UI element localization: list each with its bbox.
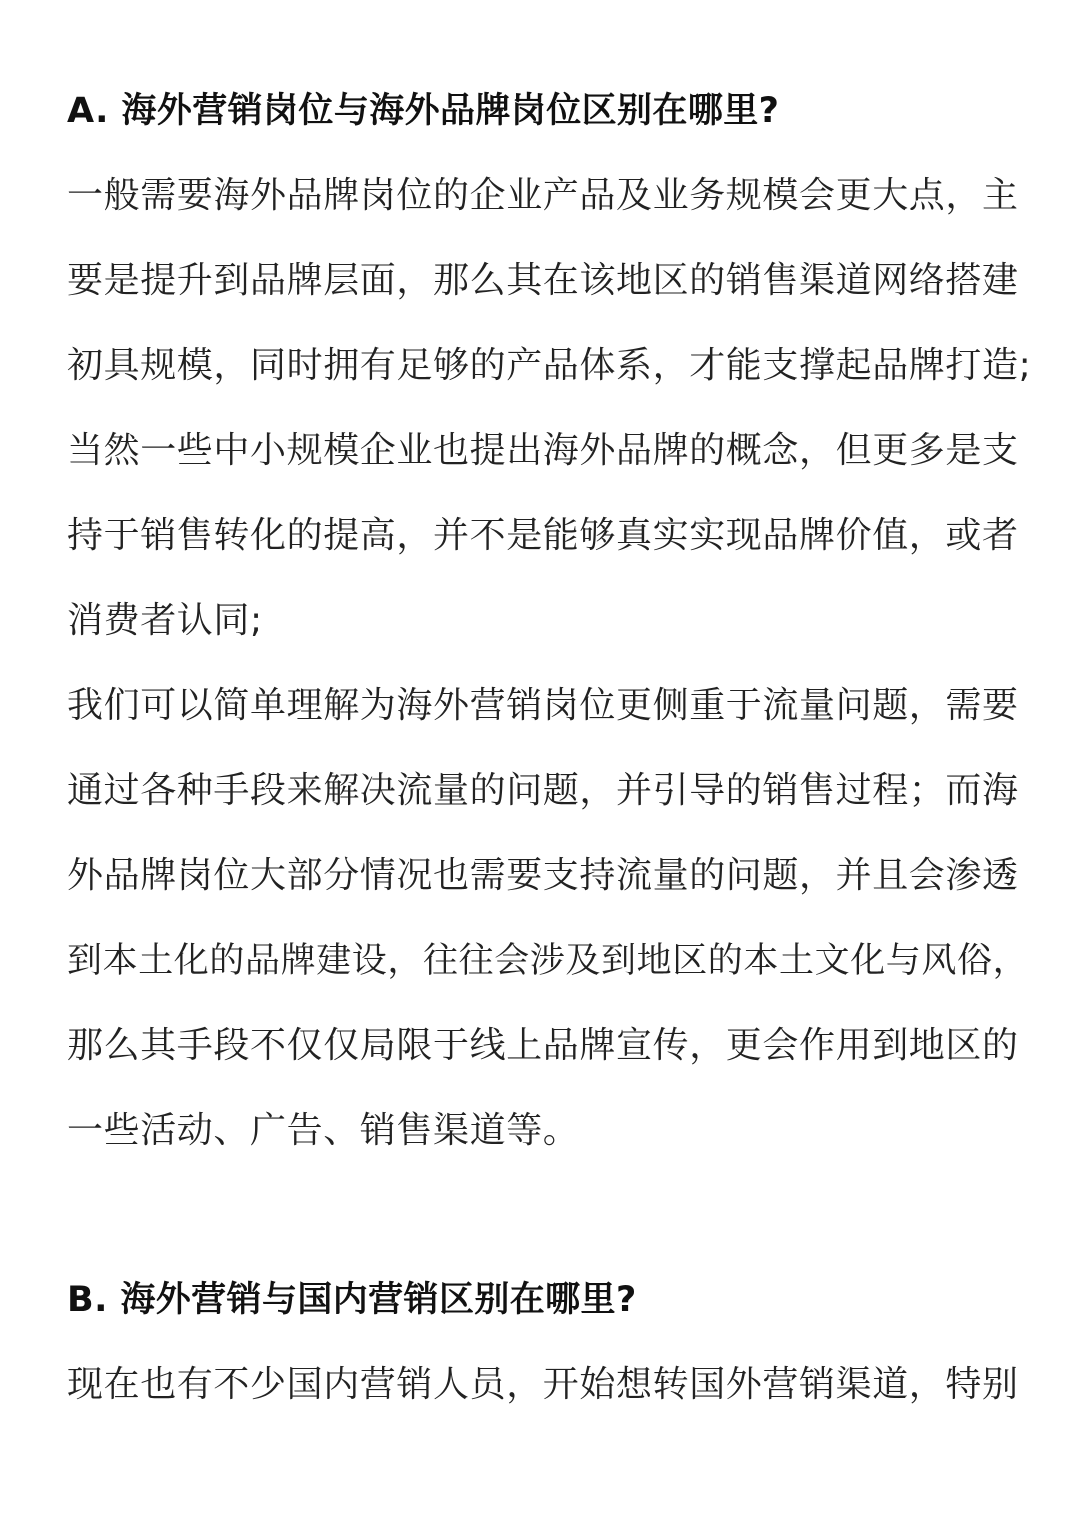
paragraph-line: 现在也有不少国内营销人员，开始想转国外营销渠道，特别 xyxy=(67,1364,1019,1405)
paragraph-line: 我们可以简单理解为海外营销岗位更侧重于流量问题，需要 xyxy=(67,685,1019,726)
paragraph-line: 一些活动、广告、销售渠道等。 xyxy=(67,1110,580,1151)
section-b-heading: B. 海外营销与国内营销区别在哪里? xyxy=(67,1280,637,1320)
paragraph-line: 一般需要海外品牌岗位的企业产品及业务规模会更大点，主 xyxy=(67,175,1019,216)
paragraph-line: 通过各种手段来解决流量的问题，并引导的销售过程；而海 xyxy=(67,770,1019,811)
paragraph-line: 持于销售转化的提高，并不是能够真实实现品牌价值，或者 xyxy=(67,515,1019,556)
paragraph-line: 消费者认同; xyxy=(67,600,263,641)
paragraph-line: 外品牌岗位大部分情况也需要支持流量的问题，并且会渗透 xyxy=(67,855,1019,896)
paragraph-line: 要是提升到品牌层面，那么其在该地区的销售渠道网络搭建 xyxy=(67,260,1019,301)
paragraph-line: 到本土化的品牌建设，往往会涉及到地区的本土文化与风俗， xyxy=(67,941,1029,981)
paragraph-line: 初具规模，同时拥有足够的产品体系，才能支撑起品牌打造; xyxy=(67,345,1032,386)
paragraph-line: 当然一些中小规模企业也提出海外品牌的概念，但更多是支 xyxy=(67,430,1019,471)
paragraph-line: 那么其手段不仅仅局限于线上品牌宣传，更会作用到地区的 xyxy=(67,1025,1019,1066)
section-a-heading: A. 海外营销岗位与海外品牌岗位区别在哪里? xyxy=(67,91,780,131)
